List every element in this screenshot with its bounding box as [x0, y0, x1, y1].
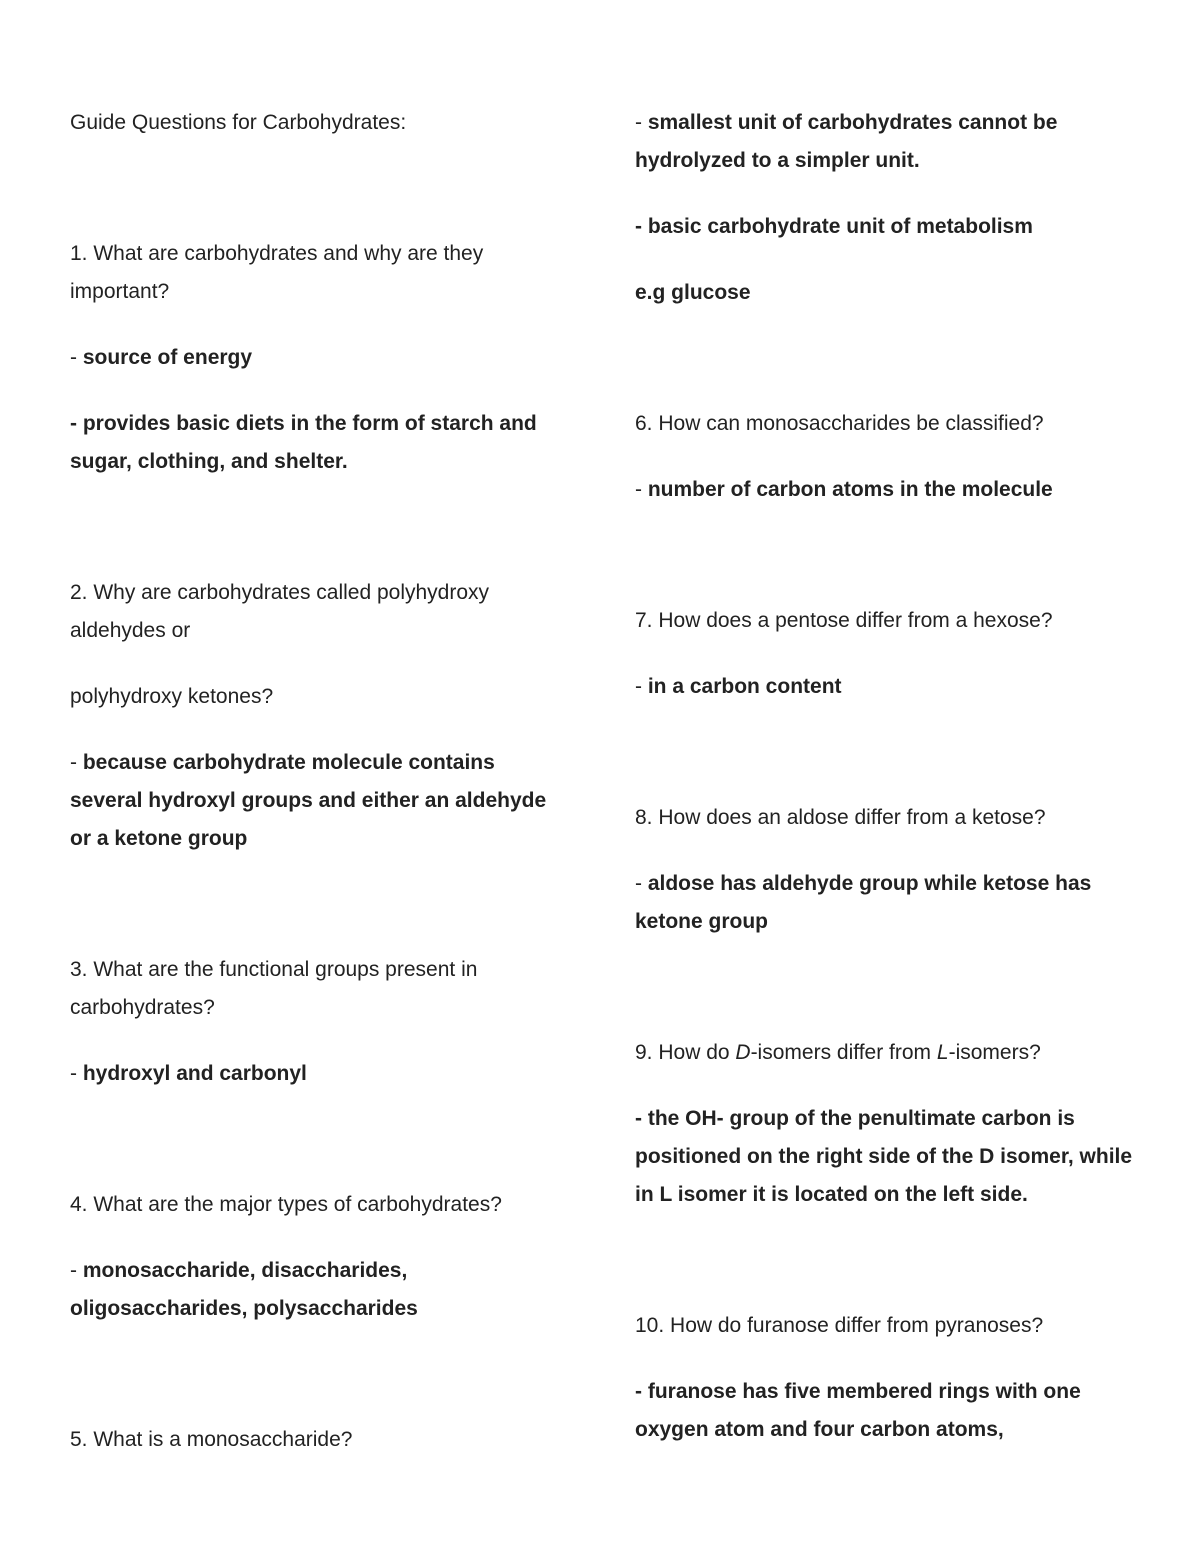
answer-prefix: - [70, 346, 83, 369]
answer-1-1 [70, 339, 570, 377]
answer-5-2: - basic carbohydrate unit of metabolism [635, 215, 1033, 238]
right-column [635, 104, 1135, 1449]
answer-3 [70, 1055, 570, 1093]
question-10: 10. How do furanose differ from pyranoses? [635, 1314, 1044, 1337]
answer-prefix: - [635, 872, 648, 895]
question-7: 7. How does a pentose differ from a hexose? [635, 609, 1053, 632]
answer-prefix: - [635, 111, 648, 134]
question-9 [635, 1034, 1135, 1072]
answer-1-2: - provides basic diets in the form of starch and sugar, clothing, and shelter. [70, 412, 537, 473]
question-2-line-1: 2. Why are carbohydrates called polyhydroxy aldehydes or [70, 581, 490, 642]
answer-text: number of carbon atoms in the molecule [647, 478, 1053, 501]
answer-prefix: - [635, 478, 648, 501]
question-8: 8. How does an aldose differ from a ketose? [635, 806, 1046, 829]
answer-5-3: e.g glucose [635, 281, 751, 304]
d-label: D [735, 1041, 751, 1064]
answer-9: - the OH- group of the penultimate carbon is positioned on the right side of the D isomer, while in L isomer it is located on the left side. [635, 1107, 1133, 1206]
question-4: 4. What are the major types of carbohydrates? [70, 1193, 502, 1216]
answer-text: aldose has aldehyde group while ketose has ketone group [635, 872, 1092, 933]
answer-prefix: - [635, 675, 648, 698]
answer-10: - furanose has five membered rings with one oxygen atom and four carbon atoms, [635, 1380, 1081, 1441]
answer-8 [635, 865, 1135, 941]
answer-4 [70, 1252, 570, 1328]
question-text: -isomers? [948, 1041, 1041, 1064]
answer-text: in a carbon content [647, 675, 842, 698]
l-label: L [936, 1041, 949, 1064]
question-5: 5. What is a monosaccharide? [70, 1428, 353, 1451]
question-6: 6. How can monosaccharides be classified? [635, 412, 1044, 435]
answer-prefix: - [70, 1062, 83, 1085]
answer-7 [635, 668, 1135, 706]
answer-text: monosaccharide, disaccharides, oligosaccharides, polysaccharides [70, 1259, 418, 1320]
question-text: -isomers differ from [750, 1041, 937, 1064]
question-2-line-2: polyhydroxy ketones? [70, 685, 274, 708]
answer-prefix: - [70, 751, 83, 774]
answer-6 [635, 471, 1135, 509]
answer-5-1 [635, 104, 1135, 180]
question-3: 3. What are the functional groups present in carbohydrates? [70, 958, 478, 1019]
question-text: 9. How do [635, 1041, 736, 1064]
answer-text: because carbohydrate molecule contains several hydroxyl groups and either an aldehyde or a ketone group [70, 751, 547, 850]
question-1: 1. What are carbohydrates and why are they important? [70, 242, 484, 303]
left-column [70, 104, 570, 1459]
answer-text: source of energy [82, 346, 253, 369]
answer-text: hydroxyl and carbonyl [82, 1062, 307, 1085]
document-title: Guide Questions for Carbohydrates: [70, 111, 407, 134]
answer-2 [70, 744, 570, 858]
answer-text: smallest unit of carbohydrates cannot be hydrolyzed to a simpler unit. [635, 111, 1058, 172]
answer-prefix: - [70, 1259, 83, 1282]
